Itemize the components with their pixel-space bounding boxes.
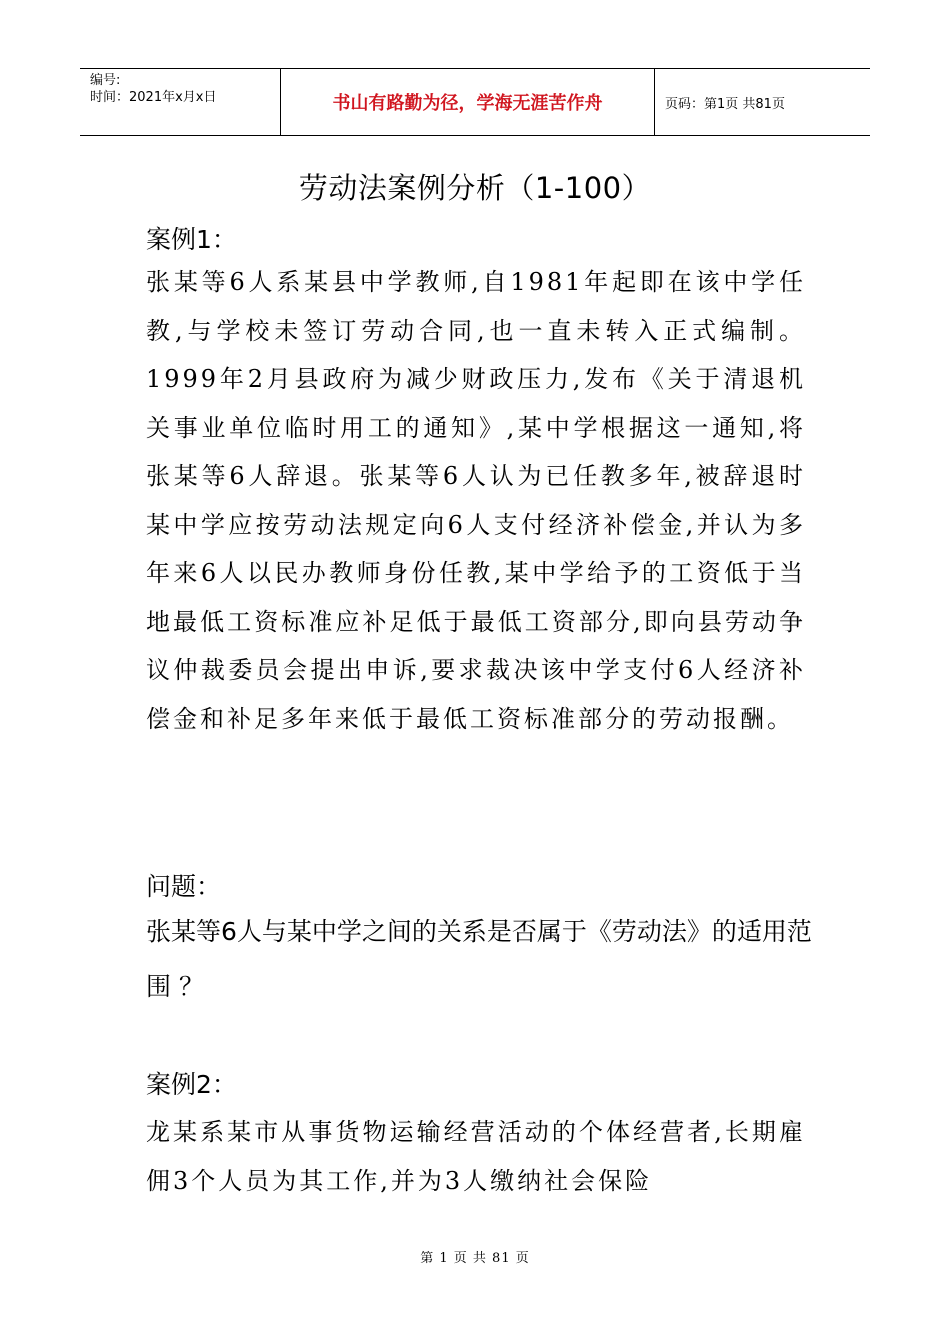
time-label: 时间：2021年x月x日 bbox=[90, 90, 217, 105]
question-label: 问题： bbox=[146, 872, 222, 901]
header-meta bbox=[80, 69, 281, 135]
document-title: 劳动法案例分析（1-100） bbox=[298, 171, 652, 205]
page-footer: 第 1 页 共 81 页 bbox=[420, 1251, 530, 1266]
case1-body: 张某等6人系某县中学教师,自1981年起即在该中学任教,与学校未签订劳动合同,也一直未转入正式编制。1999年2月县政府为减少财政压力,发布《关于清退机关事业单位临时用工的通知》,某中学根据这一通知,将张某等6人辞退。张某等6人认为已任教多年,被辞退时某中学应按劳动法规定向6人支付经济补偿金,并认为多年来6人以民办教师身份任教,某中学给予的工资低于当地最低工资标准应补足低于最低工资部分,即向县劳动争议仲裁委员会提出申诉,要求裁决该中学支付6人经济补偿金和补足多年来低于最低工资标准部分的劳动报酬。 bbox=[146, 268, 806, 733]
case2-label: 案例2： bbox=[146, 1070, 237, 1099]
case1-label: 案例1： bbox=[146, 225, 237, 254]
header-page-info: 页码：第1页 共81页 bbox=[665, 96, 785, 112]
serial-label: 编号: bbox=[90, 73, 121, 88]
question-text: 张某等6人与某中学之间的关系是否属于《劳动法》的适用范围 ？ bbox=[146, 917, 812, 1001]
page-header bbox=[80, 68, 870, 136]
case2-body: 龙某系某市从事货物运输经营活动的个体经营者,长期雇佣3个人员为其工作,并为3人缴纳社会保险 bbox=[146, 1118, 806, 1195]
header-motto: 书山有路勤为径，学海无涯苦作舟 bbox=[281, 69, 655, 135]
